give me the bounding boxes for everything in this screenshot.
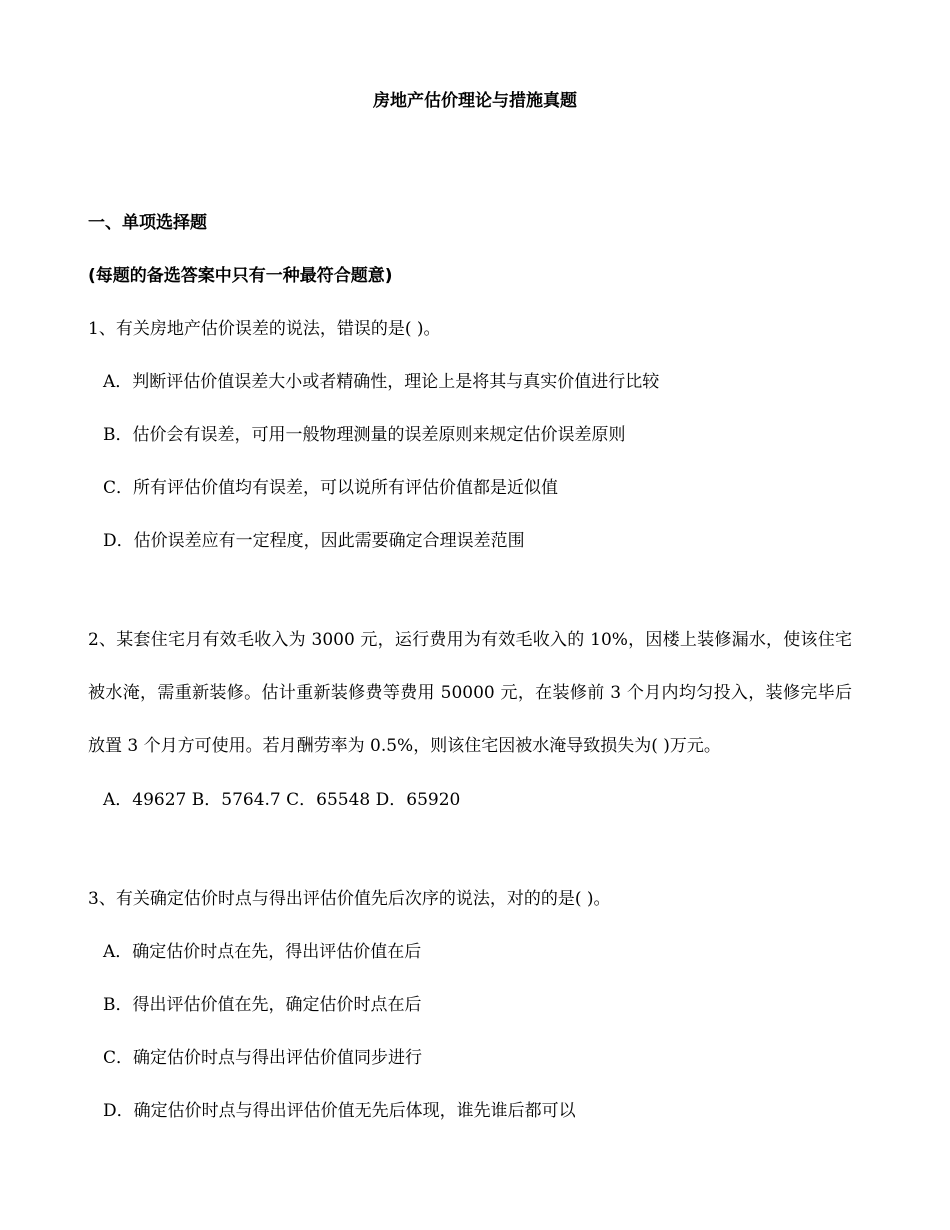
question-3-stem: 3、有关确定估价时点与得出评估价值先后次序的说法，对的的是( )。 xyxy=(88,889,611,909)
question-1-option-b: B．估价会有误差，可用一般物理测量的误差原则来规定估价误差原则 xyxy=(103,425,626,445)
question-3-option-a: A．确定估价时点在先，得出评估价值在后 xyxy=(103,942,422,962)
question-1-option-a: A．判断评估价值误差大小或者精确性，理论上是将其与真实价值进行比较 xyxy=(103,372,660,392)
section-instruction: (每题的备选答案中只有一种最符合题意) xyxy=(88,266,393,286)
question-1-option-d: D．估价误差应有一定程度，因此需要确定合理误差范围 xyxy=(103,531,525,551)
question-1-stem: 1、有关房地产估价误差的说法，错误的是( )。 xyxy=(88,319,441,339)
document-title: 房地产估价理论与措施真题 xyxy=(373,91,577,111)
question-3-option-d: D．确定估价时点与得出评估价值无先后体现，谁先谁后都可以 xyxy=(103,1101,576,1121)
question-2-stem: 2、某套住宅月有效毛收入为 3000 元，运行费用为有效毛收入的 10%，因楼上装修漏水，使该住宅被水淹，需重新装修。估计重新装修费等费用 50000 元，在装修前 3 个月内均匀投入，装修完毕后放置 3 个月方可使用。若月酬劳率为 0.5%，则该住宅因被水淹导致损失为( )万元。 xyxy=(88,630,852,756)
question-1-option-c: C．所有评估价值均有误差，可以说所有评估价值都是近似值 xyxy=(103,478,559,498)
section-heading: 一、单项选择题 xyxy=(88,213,207,233)
question-2-options: A．49627 B．5764.7 C．65548 D．65920 xyxy=(103,790,461,810)
question-3-option-b: B．得出评估价值在先，确定估价时点在后 xyxy=(103,995,422,1015)
question-3-option-c: C．确定估价时点与得出评估价值同步进行 xyxy=(103,1048,423,1068)
